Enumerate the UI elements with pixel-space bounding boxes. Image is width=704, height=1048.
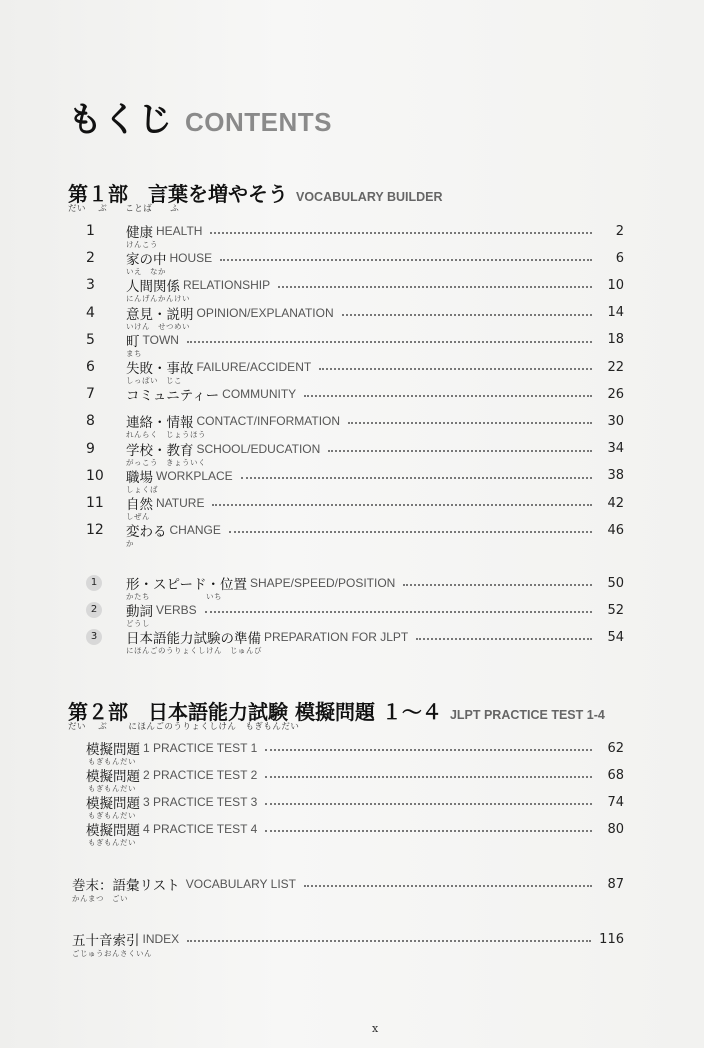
index-ruby: ごじゅうおんさくいん [72,949,152,958]
leader-dots [328,450,592,452]
furigana: もぎもんだい [88,784,136,793]
page-number: 54 [607,629,624,645]
toc-title-jp: 人間関係 [126,279,180,296]
toc-row[interactable] [86,384,624,404]
item-number: 5 [86,331,95,348]
leader-dots [229,531,592,533]
toc-title-en: COMMUNITY [222,387,297,402]
furigana: もぎもんだい [88,838,136,847]
furigana: しぜん [126,512,150,521]
toc-title-en: CHANGE [169,523,221,538]
leader-dots [319,368,592,370]
toc-row[interactable] [86,765,624,785]
page-number: 74 [607,794,624,810]
furigana: れんらく じょうほう [126,430,206,440]
furigana: いえ なか [126,267,166,277]
page-number: 30 [607,413,624,429]
leader-dots [304,885,592,887]
toc-title-jp: 町 [126,333,140,350]
page-number: 50 [607,575,624,591]
page-number: 38 [607,468,624,484]
title-english: CONTENTS [185,107,332,137]
furigana: がっこう きょういく [126,457,206,467]
leader-dots [342,314,592,316]
title-japanese: もくじ [68,100,173,140]
part2-ruby: だい ぶ にほんごのうりょくしけん もぎもんだい [68,722,300,732]
item-number: 8 [86,413,95,430]
toc-title-jp: 職場 [126,469,153,486]
toc-title-en: HEALTH [156,224,203,238]
toc-title-jp: 失敗・事故 [126,361,194,377]
toc-title-en: NATURE [156,496,205,510]
page-number-footer: x [372,1022,379,1035]
toc-row[interactable] [86,520,624,540]
part1-ruby: だい ぶ ことば ふ [68,204,180,214]
page-number: 22 [607,359,624,375]
toc-title-en: 2 PRACTICE TEST 2 [143,768,258,782]
toc-row[interactable] [86,819,624,839]
page-number: 18 [607,332,624,348]
toc-title-en: HOUSE [169,251,213,266]
item-number: 10 [86,467,104,484]
leader-dots [187,341,592,343]
toc-title-en: 4 PRACTICE TEST 4 [143,822,258,836]
page-number: 6 [615,250,624,266]
page-number: 80 [607,821,624,837]
toc-title-en: SCHOOL/EDUCATION [196,441,321,456]
page-number: 14 [607,305,624,321]
toc-title-en: PREPARATION FOR JLPT [264,630,409,644]
furigana: しっぱい じこ [126,376,182,385]
furigana: もぎもんだい [88,757,136,766]
toc-title-en: OPINION/EXPLANATION [196,305,334,320]
page-number: 2 [615,223,624,239]
page-number: 42 [607,495,624,511]
toc-title-en: VERBS [156,603,197,617]
toc-title-jp: 模擬問題 [86,823,140,839]
page-number: 26 [607,386,624,402]
leader-dots [403,584,592,586]
toc-row[interactable] [86,221,624,241]
leader-dots [265,830,592,832]
leader-dots [304,395,592,397]
page-number: 68 [607,767,624,783]
toc-title-jp: 学校・教育 [126,442,194,459]
page-number: 10 [607,277,624,293]
furigana: にほんごのうりょくしけん じゅんび [126,646,262,655]
toc-title-jp: 連絡・情報 [126,415,194,432]
toc-title-jp: 巻末：語彙リスト [72,878,180,894]
leader-dots [265,803,592,805]
toc-row[interactable] [86,792,624,812]
leader-dots [416,638,592,640]
toc-title-en: VOCABULARY LIST [185,877,297,891]
page-number: 62 [607,740,624,756]
leader-dots [265,749,592,751]
toc-row-index[interactable] [72,929,624,949]
leader-dots [212,504,592,506]
part2-heading-en: JLPT PRACTICE TEST 1-4 [449,708,605,722]
item-number: 3 [86,629,102,645]
item-number: 11 [86,495,104,511]
leader-dots [187,940,591,942]
toc-title-en: SHAPE/SPEED/POSITION [249,576,396,590]
page-number: 87 [607,876,624,892]
leader-dots [265,776,592,778]
toc-title-en: 1 PRACTICE TEST 1 [143,741,258,755]
item-number: 7 [86,386,95,403]
toc-row[interactable] [86,330,624,350]
toc-title-en: WORKPLACE [156,468,233,483]
toc-title-jp: 模擬問題 [86,742,140,758]
toc-row-vocab-list[interactable] [72,874,624,894]
page-number: 46 [607,522,624,538]
toc-row[interactable] [86,573,624,593]
furigana: にんげんかんけい [126,294,190,304]
furigana: いけん せつめい [126,321,190,331]
toc-title-jp: 変わる [126,524,167,541]
furigana: けんこう [126,240,158,249]
toc-row[interactable] [86,738,624,758]
toc-row[interactable] [86,275,624,295]
item-number: 12 [86,522,104,539]
toc-title-en: CONTACT/INFORMATION [196,414,341,429]
leader-dots [210,232,592,234]
toc-row[interactable] [86,303,624,323]
page-title [68,92,332,141]
toc-title-jp: 日本語能力試験の準備 [126,631,261,647]
toc-title-jp: 意見・説明 [126,306,194,323]
item-number: 4 [86,304,95,321]
toc-row[interactable] [86,248,624,268]
toc-row[interactable] [86,627,624,647]
furigana: まち [126,348,142,358]
toc-row[interactable] [86,439,624,459]
toc-title-jp: 健康 [126,225,153,241]
toc-title-jp: 模擬問題 [86,796,140,812]
toc-title-jp: 形・スピード・位置 [126,577,247,593]
item-number: 3 [86,277,95,294]
leader-dots [348,422,592,424]
toc-title-jp: 自然 [126,497,153,513]
furigana: かたち いち [126,592,222,601]
leader-dots [220,259,592,261]
toc-title-jp: 家の中 [126,252,167,269]
leader-dots [278,286,592,288]
part1-heading-en: VOCABULARY BUILDER [296,190,443,204]
toc-row[interactable] [86,411,624,431]
item-number: 6 [86,359,95,375]
toc-title-en: RELATIONSHIP [183,278,271,293]
furigana: しょくば [126,484,158,494]
item-number: 2 [86,602,102,618]
page-number: 116 [599,931,624,947]
leader-dots [205,611,592,613]
toc-row[interactable] [86,466,624,486]
item-number: 2 [86,250,95,267]
toc-title-jp: 動詞 [126,604,153,620]
toc-title-en: TOWN [142,332,179,347]
item-number: 9 [86,440,95,457]
toc-title-jp: コミュニティー [126,388,220,405]
vocab-ruby: かんまつ ごい [72,894,128,903]
toc-row[interactable] [86,600,624,620]
item-number: 1 [86,575,102,591]
page-number: 34 [607,441,624,457]
toc-row[interactable] [86,493,624,513]
furigana: か [126,539,134,549]
furigana: もぎもんだい [88,811,136,820]
leader-dots [241,477,592,479]
toc-title-en: 3 PRACTICE TEST 3 [143,795,258,809]
part2-heading-jp: 第２部 日本語能力試験 模擬問題 １～４ [68,700,442,724]
part1-heading-jp: 第１部 言葉を増やそう [68,182,288,206]
toc-title-jp: 五十音索引 [72,933,140,949]
toc-title-en: FAILURE/ACCIDENT [196,360,312,374]
toc-title-en: INDEX [142,932,180,946]
furigana: どうし [126,619,150,628]
toc-row[interactable] [86,357,624,377]
item-number: 1 [86,223,95,239]
page-number: 52 [607,602,624,618]
toc-title-jp: 模擬問題 [86,769,140,785]
